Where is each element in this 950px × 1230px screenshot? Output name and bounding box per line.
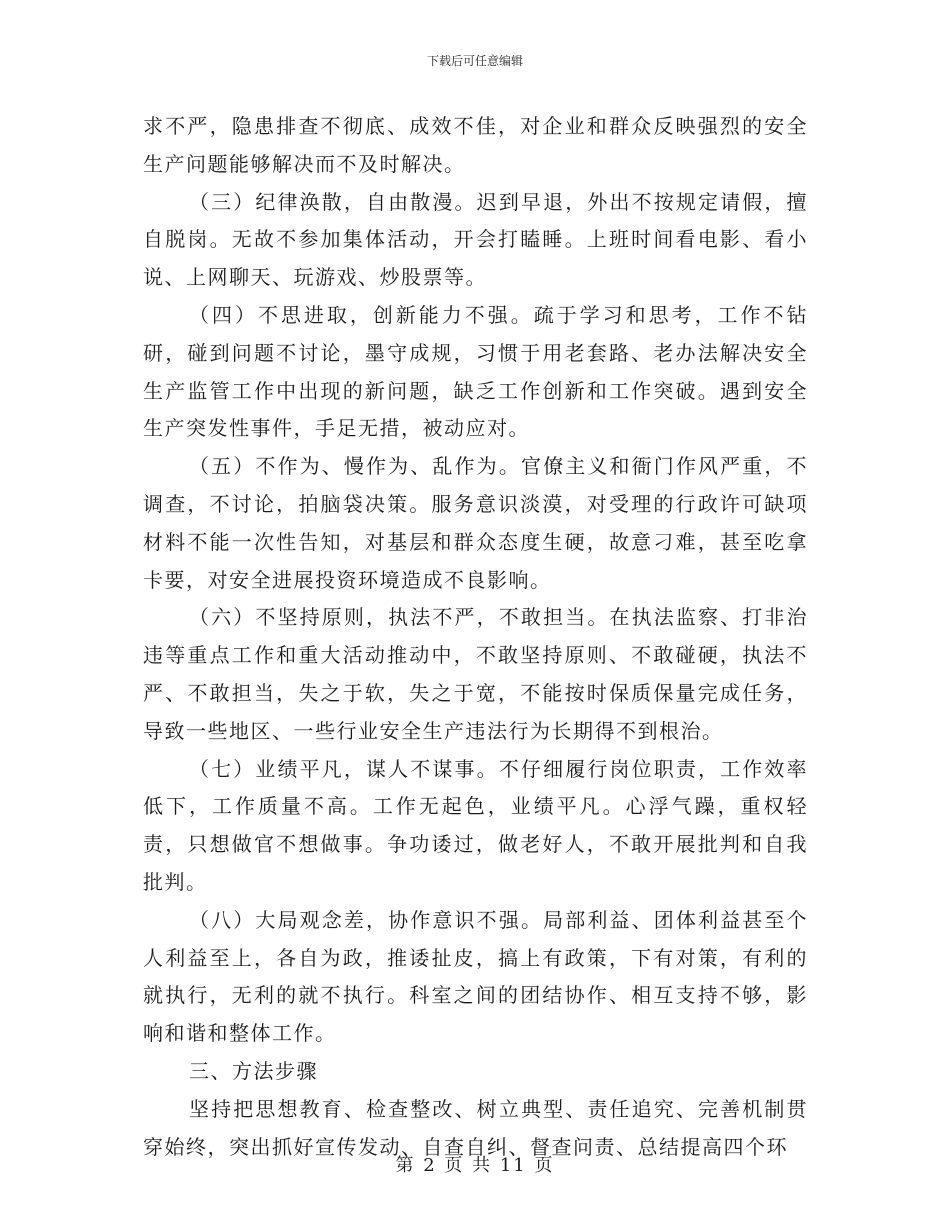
paragraph-item-5: （五）不作为、慢作为、乱作为。官僚主义和衙门作风严重，不调查，不讨论，拍脑袋决策。服务意识淡漠，对受理的行政许可缺项材料不能一次性告知，对基层和群众态度生硬，故意刁难，甚至吃拿卡要，对安全进展投资环境造成不良影响。: [143, 454, 808, 592]
page-number: 第 2 页 共 11 页: [395, 1155, 555, 1176]
paragraph-item-6: （六）不坚持原则，执法不严，不敢担当。在执法监察、打非治违等重点工作和重大活动推动中，不敢坚持原则、不敢碰硬，执法不严、不敢担当，失之于软，失之于宽，不能按时保质保量完成任务，导致一些地区、一些行业安全生产违法行为长期得不到根治。: [143, 605, 808, 743]
paragraph-method-steps: 坚持把思想教育、检查整改、树立典型、责任追究、完善机制贯穿始终，突出抓好宣传发动、自查自纠、督查问责、总结提高四个环: [143, 1096, 808, 1159]
page-header-note: 下载后可任意编辑: [426, 54, 523, 68]
paragraph-item-3: （三）纪律涣散，自由散漫。迟到早退，外出不按规定请假，擅自脱岗。无故不参加集体活动，开会打瞌睡。上班时间看电影、看小说、上网聊天、玩游戏、炒股票等。: [143, 189, 808, 290]
section-heading: 三、方法步骤: [189, 1058, 318, 1083]
paragraph-continued: 求不严，隐患排查不彻底、成效不佳，对企业和群众反映强烈的安全生产问题能够解决而不及时解决。: [143, 114, 808, 176]
document-body: [143, 108, 808, 1166]
paragraph-item-4: （四）不思进取，创新能力不强。疏于学习和思考，工作不钻研，碰到问题不讨论，墨守成规，习惯于用老套路、老办法解决安全生产监管工作中出现的新问题，缺乏工作创新和工作突破。遇到安全生产突发性事件，手足无措，被动应对。: [143, 302, 808, 441]
paragraph-item-8: （八）大局观念差，协作意识不强。局部利益、团体利益甚至个人利益至上，各自为政，推诿扯皮，搞上有政策，下有对策，有利的就执行，无利的就不执行。科室之间的团结协作、相互支持不够，影响和谐和整体工作。: [143, 907, 808, 1046]
paragraph-item-7: （七）业绩平凡，谋人不谋事。不仔细履行岗位职责，工作效率低下，工作质量不高。工作无起色，业绩平凡。心浮气躁，重权轻责，只想做官不想做事。争功诿过，做老好人，不敢开展批判和自我批判。: [143, 756, 808, 894]
